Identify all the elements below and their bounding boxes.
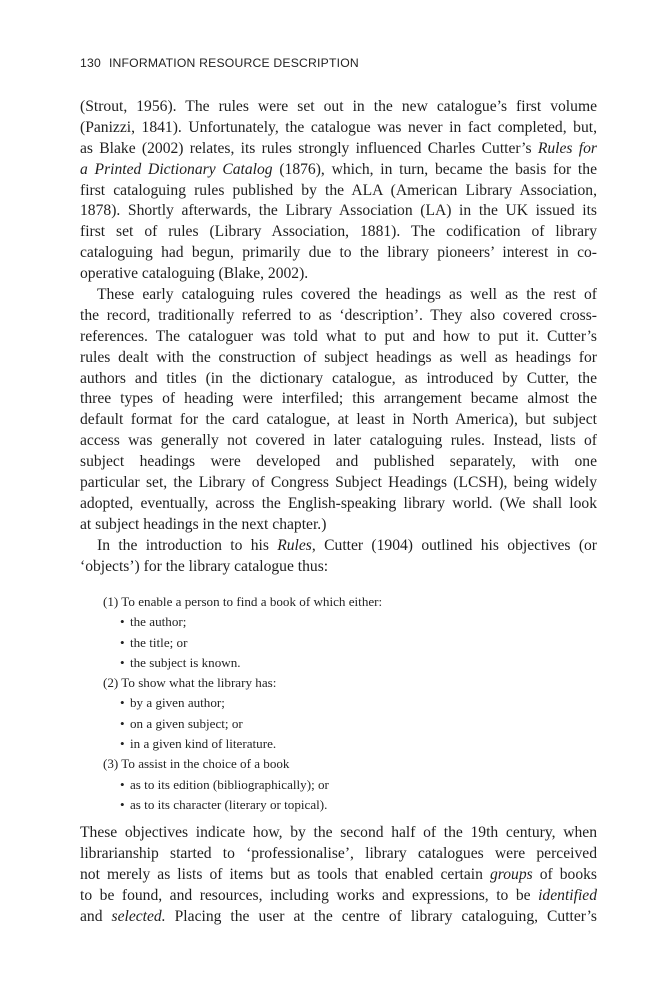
text-line: not merely as lists of items but as tools that enabled certain groups of books (80, 865, 597, 883)
text-line: subject headings were developed and published separately, with one (80, 453, 597, 471)
list-item: • on a given subject; or (103, 714, 583, 734)
text-line: at subject headings in the next chapter.) (80, 515, 327, 533)
objective-heading: (1) To enable a person to find a book of which either: (103, 594, 383, 609)
list-item: • as to its edition (bibliographically); or (103, 775, 583, 795)
text-line: as Blake (2002) relates, its rules strongly influenced Charles Cutter’s Rules for (80, 139, 597, 157)
text-line: librarianship started to ‘professionalise’, library catalogues were perceived (80, 844, 597, 862)
text-line: a Printed Dictionary Catalog (1876), which, in turn, became the basis for the (80, 160, 597, 178)
text-line: operative cataloguing (Blake, 2002). (80, 265, 309, 283)
bullet-icon: • (120, 796, 125, 812)
running-head (80, 56, 359, 70)
list-item: • the author; (103, 612, 583, 632)
text-line: ‘objects’) for the library catalogue thus: (80, 557, 329, 575)
bullet-icon: • (120, 736, 125, 752)
text-line: particular set, the Library of Congress Subject Headings (LCSH), being widely (80, 474, 597, 492)
objective-heading: (3) To assist in the choice of a book (103, 756, 290, 772)
paragraph-3 (80, 536, 597, 578)
emphasis: identified (538, 886, 597, 904)
list-item: • the subject is known. (103, 653, 583, 673)
text-line: the record, traditionally referred to as ‘description’. They also covered cross- (80, 306, 597, 324)
emphasis: selected. (111, 907, 166, 925)
paragraph-2 (80, 285, 597, 536)
bullet-icon: • (120, 695, 125, 711)
text-line: adopted, eventually, across the English-speaking library world. (We shall look (80, 494, 597, 512)
bullet-icon: • (120, 614, 125, 630)
running-head-title: INFORMATION RESOURCE DESCRIPTION (108, 56, 359, 70)
text-line: (Panizzi, 1841). Unfortunately, the catalogue was never in fact completed, but, (80, 118, 597, 136)
book-title: Rules (277, 537, 312, 554)
objectives-list (103, 592, 583, 815)
bullet-icon: • (120, 634, 125, 650)
text-line: first set of rules (Library Association, 1881). The codification of library (80, 223, 597, 241)
text-line: access was generally not covered in later cataloguing rules. Instead, lists of (80, 432, 597, 450)
objective-heading: (2) To show what the library has: (103, 675, 277, 691)
text-line: first cataloguing rules published by the ALA (American Library Association, (80, 181, 597, 199)
text-line: In the introduction to his Rules, Cutter (1904) outlined his objectives (or (97, 537, 597, 554)
emphasis: groups (489, 865, 533, 883)
list-item: • in a given kind of literature. (103, 734, 583, 754)
text-line: (Strout, 1956). The rules were set out in the new catalogue’s first volume (80, 98, 597, 115)
book-title: Rules for (537, 139, 597, 157)
text-line: 1878). Shortly afterwards, the Library Association (LA) in the UK issued its (80, 202, 597, 220)
bullet-icon: • (120, 715, 125, 731)
paragraph-4 (80, 823, 597, 927)
text-line: authors and titles (in the dictionary catalogue, as introduced by Cutter, the (80, 369, 597, 387)
text-line: default format for the card catalogue, at least in North America), but subject (80, 411, 597, 429)
text-line: to be found, and resources, including works and expressions, to be identified (80, 886, 597, 904)
text-line: These objectives indicate how, by the second half of the 19th century, when (80, 824, 597, 841)
bullet-icon: • (120, 654, 125, 670)
text-line: and selected. Placing the user at the centre of library cataloguing, Cutter’s (80, 907, 597, 925)
list-item: • as to its character (literary or topical). (103, 795, 583, 815)
list-item: • the title; or (103, 633, 583, 653)
paragraph-1 (80, 97, 597, 285)
list-item: • by a given author; (103, 693, 583, 713)
text-line: references. The cataloguer was told what to put and how to put it. Cutter’s (80, 327, 597, 345)
page-number: 130 (80, 56, 101, 70)
bullet-icon: • (120, 776, 125, 792)
text-line: three types of heading were interfiled; this arrangement became almost the (80, 390, 597, 408)
text-line: cataloguing had begun, primarily due to the library pioneers’ interest in co- (80, 244, 597, 262)
text-line: These early cataloguing rules covered the headings as well as the rest of (97, 286, 597, 303)
text-line: rules dealt with the construction of subject headings as well as headings for (80, 348, 597, 366)
book-title: a Printed Dictionary Catalog (80, 160, 273, 178)
